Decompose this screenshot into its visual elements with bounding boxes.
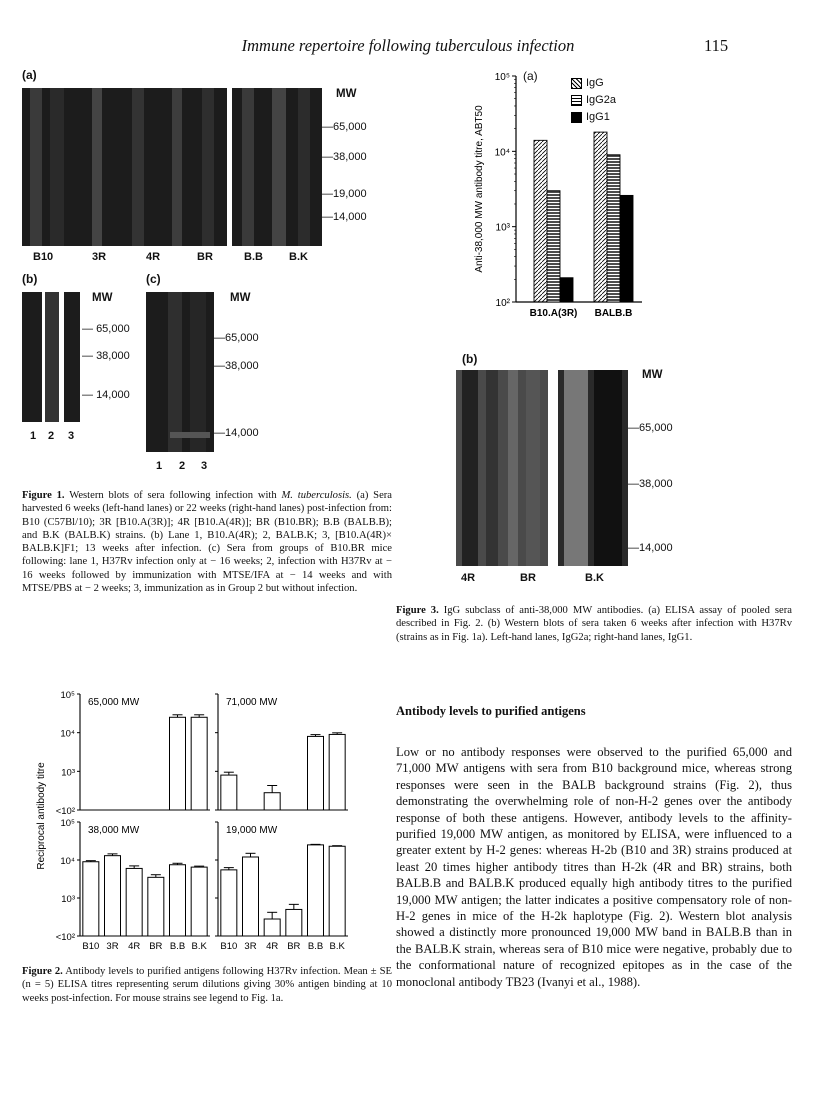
fig3b-mw-heading: MW	[642, 369, 663, 381]
fig1a-marker: —19,000	[322, 188, 367, 200]
x-category-label: BR	[149, 941, 163, 952]
panel-title: 71,000 MW	[226, 697, 278, 708]
fig2-chart	[22, 686, 362, 956]
bar-igg2a	[547, 191, 560, 302]
y-tick-label: 10⁵	[60, 690, 75, 701]
bar	[308, 845, 324, 936]
fig1c-lane-label: 3	[201, 460, 208, 472]
fig1c-lane-label: 1	[156, 460, 163, 472]
fig1b-label: (b)	[22, 272, 38, 286]
fig1b-mw-heading: MW	[92, 292, 113, 304]
page-number: 115	[704, 36, 729, 55]
bar	[286, 909, 302, 936]
fig1a-blot-right	[232, 88, 322, 246]
fig1a-lane-label: B10	[33, 251, 54, 263]
bar-igg1	[620, 195, 633, 302]
fig1c-mw-heading: MW	[230, 292, 251, 304]
bar-igg	[594, 132, 607, 302]
x-category-label: 4R	[128, 941, 141, 952]
bar	[170, 717, 186, 810]
bar-igg2a	[607, 155, 620, 302]
y-tick-label: 10³	[61, 767, 75, 779]
y-tick-label: 10³	[61, 894, 75, 905]
panel-title: 38,000 MW	[88, 825, 140, 836]
running-title: Immune repertoire following tuberculous infection	[241, 36, 575, 55]
fig1c-label: (c)	[146, 272, 161, 286]
fig1a-blot-left	[22, 88, 227, 246]
y-tick-label: 10⁴	[60, 856, 75, 867]
fig1b-lane	[45, 292, 59, 422]
figure1-caption-organism: M. tuberculosis.	[281, 490, 352, 501]
fig3b-lane-label: B.K	[585, 572, 604, 584]
figure1-caption	[22, 489, 392, 595]
x-category-label: B.K	[329, 941, 345, 952]
fig3b-blot-right	[558, 370, 628, 566]
fig3b-marker: —38,000	[628, 478, 673, 490]
x-category-label: B.B	[307, 941, 324, 952]
bar	[126, 868, 142, 936]
y-tick-label: 10²	[495, 298, 510, 309]
bar	[329, 734, 345, 810]
x-category-label: B.K	[191, 941, 207, 952]
x-category-label: B10.A(3R)	[529, 308, 578, 319]
fig3a-legend-igg2a: IgG2a	[571, 94, 616, 106]
bar-igg1	[560, 278, 573, 302]
x-category-label: BR	[287, 941, 301, 952]
bar	[264, 919, 280, 936]
fig1b-marker: — 14,000	[82, 389, 130, 401]
figure1-caption-title: Figure 1.	[22, 490, 65, 501]
bar	[329, 846, 345, 936]
fig1c-marker: —38,000	[214, 360, 259, 372]
bar	[308, 736, 324, 810]
figure1-caption-lead: Western blots of sera following infection with	[69, 490, 282, 501]
fig3a-label: (a)	[523, 69, 538, 83]
y-tick-label: <10²	[55, 932, 75, 943]
fig1b-marker: — 65,000	[82, 323, 130, 335]
fig3b-lane-label: BR	[520, 572, 536, 584]
y-tick-label: 10⁴	[494, 147, 510, 159]
x-category-label: BALB.B	[594, 308, 633, 319]
fig1a-marker: —14,000	[322, 211, 367, 223]
bar	[170, 865, 186, 936]
figure3-caption	[396, 604, 792, 644]
bar	[191, 867, 207, 936]
fig3b-lane-label: 4R	[461, 572, 476, 584]
y-tick-label: 10⁵	[60, 818, 75, 829]
figure1-caption-body: (a) Sera harvested 6 weeks (left-hand lanes) or 22 weeks (right-hand lanes) post-infection from: B10 (C57Bl/10); 3R [B10.A(3R)]; 4R [B10.A(4R)]; BR (B10.BR); B.B (BALB.B); and B.K (BALB.K) strains. (b) Lane 1, B10.A(4R); 2, BALB.K; 3, [B10.A(4R)× BALB.K]F1; 13 weeks after infection. (c) Sera from groups of B10.BR mice following: lane 1, H37Rv infection only at − 16 weeks; 2, infection with H37Rv at − 16 weeks followed by immunization with MTSE/IFA at − 14 weeks and with MTSE/PBS at − 2 weeks; 3, immunization as in Group 2 but without infection.	[22, 490, 392, 595]
fig1a-lane-label: 3R	[92, 251, 107, 263]
fig1a-lane-label: B.B	[244, 251, 263, 263]
fig1b-lane-label: 2	[48, 430, 55, 442]
bar	[264, 793, 280, 810]
bar-igg	[534, 140, 547, 302]
fig1b-lane	[64, 292, 80, 422]
fig1b-lane-label: 1	[30, 430, 37, 442]
fig1a-marker: —38,000	[322, 151, 367, 163]
y-tick-label: <10²	[55, 806, 75, 817]
figure2-caption	[22, 965, 392, 1005]
bar	[221, 870, 237, 936]
fig1c-blot	[146, 292, 214, 452]
fig3a-legend-igg: IgG	[571, 77, 604, 89]
fig1a-lane-label: BR	[197, 251, 213, 263]
y-tick-label: 10³	[495, 222, 510, 234]
fig3b-label: (b)	[462, 352, 478, 366]
x-category-label: 4R	[266, 941, 279, 952]
bar	[148, 877, 164, 936]
bar	[221, 775, 237, 810]
y-tick-label: 10⁵	[494, 72, 510, 83]
fig3a-legend-igg1: IgG1	[571, 111, 610, 123]
fig1a-lane-label: 4R	[146, 251, 161, 263]
bar	[105, 856, 121, 936]
fig3b-blot-left	[456, 370, 548, 566]
bar	[243, 857, 259, 936]
fig1b-lane-label: 3	[68, 430, 75, 442]
fig3a-chart	[470, 62, 650, 342]
fig1c-marker: —14,000	[214, 427, 259, 439]
x-category-label: B.B	[169, 941, 186, 952]
figure3-caption-title: Figure 3.	[396, 605, 439, 616]
figure2-caption-body: Antibody levels to purified antigens following H37Rv infection. Mean ± SE (n = 5) ELISA titres representing serum dilutions giving 30% antigen binding at 10 weeks post-infection. For mouse strains see legend to Fig. 1a.	[22, 966, 392, 1004]
fig1a-marker: —65,000	[322, 121, 367, 133]
x-category-label: B10	[82, 941, 100, 952]
x-category-label: B10	[220, 941, 238, 952]
fig1c-lane-label: 2	[179, 460, 186, 472]
fig3b-marker: —65,000	[628, 422, 673, 434]
figure3-caption-body: IgG subclass of anti-38,000 MW antibodies. (a) ELISA assay of pooled sera described in Fig. 2. (b) Western blots of sera taken 6 weeks after infection with H37Rv (strains as in Fig. 1a). Left-hand lanes, IgG2a; right-hand lanes, IgG1.	[396, 605, 792, 643]
fig1b-marker: — 38,000	[82, 350, 130, 362]
section-heading: Antibody levels to purified antigens	[396, 704, 586, 718]
x-category-label: 3R	[244, 941, 257, 952]
fig1a-mw-heading: MW	[336, 88, 357, 100]
bar	[83, 862, 99, 936]
y-axis-title: Reciprocal antibody titre	[36, 762, 47, 870]
fig1b-lane	[22, 292, 42, 422]
x-category-label: 3R	[106, 941, 119, 952]
fig3b-marker: —14,000	[628, 542, 673, 554]
y-tick-label: 10⁴	[60, 728, 75, 740]
figure2-caption-title: Figure 2.	[22, 966, 63, 977]
panel-title: 65,000 MW	[88, 697, 140, 708]
section-paragraph: Low or no antibody responses were observed to the purified 65,000 and 71,000 MW antigens with sera from B10 background mice, whereas strong responses were seen in the BALB background strains (Fig. 2), thus demonstrating the overwhelming role of non-H-2 genes over the antibody response of both these antigens. However, antibody levels to the affinity-purified 19,000 MW antigen, as monitored by ELISA, were influenced to a greater extent by H-2 genes: whereas H-2b (B10 and 3R) strains produced at least 20 times higher antibody titres than H-2k (4R and BR) strains, both BALB.B and BALB.K produced equally high antibody titres to the purified 19,000 MW antigen; the latter indicates a positive compensatory role of non-H-2 genes in mice of the H-2k haplotype (Fig. 2). Western blot analysis showed a distinctly more pronounced 19,000 MW band in BALB.B than in the BALB.K strain, whereas sera of B10 mice were negative, probably due to the conformational nature of recognized epitopes as in the case of the monoclonal antibody TB23 (Ivanyi et al., 1988).	[396, 745, 792, 989]
bar	[191, 717, 207, 810]
y-axis-title: Anti-38,000 MW antibody titre, ABT50	[474, 105, 485, 273]
fig1a-label: (a)	[22, 68, 37, 82]
panel-title: 19,000 MW	[226, 825, 278, 836]
fig1a-lane-label: B.K	[289, 251, 308, 263]
fig1c-marker: —65,000	[214, 332, 259, 344]
